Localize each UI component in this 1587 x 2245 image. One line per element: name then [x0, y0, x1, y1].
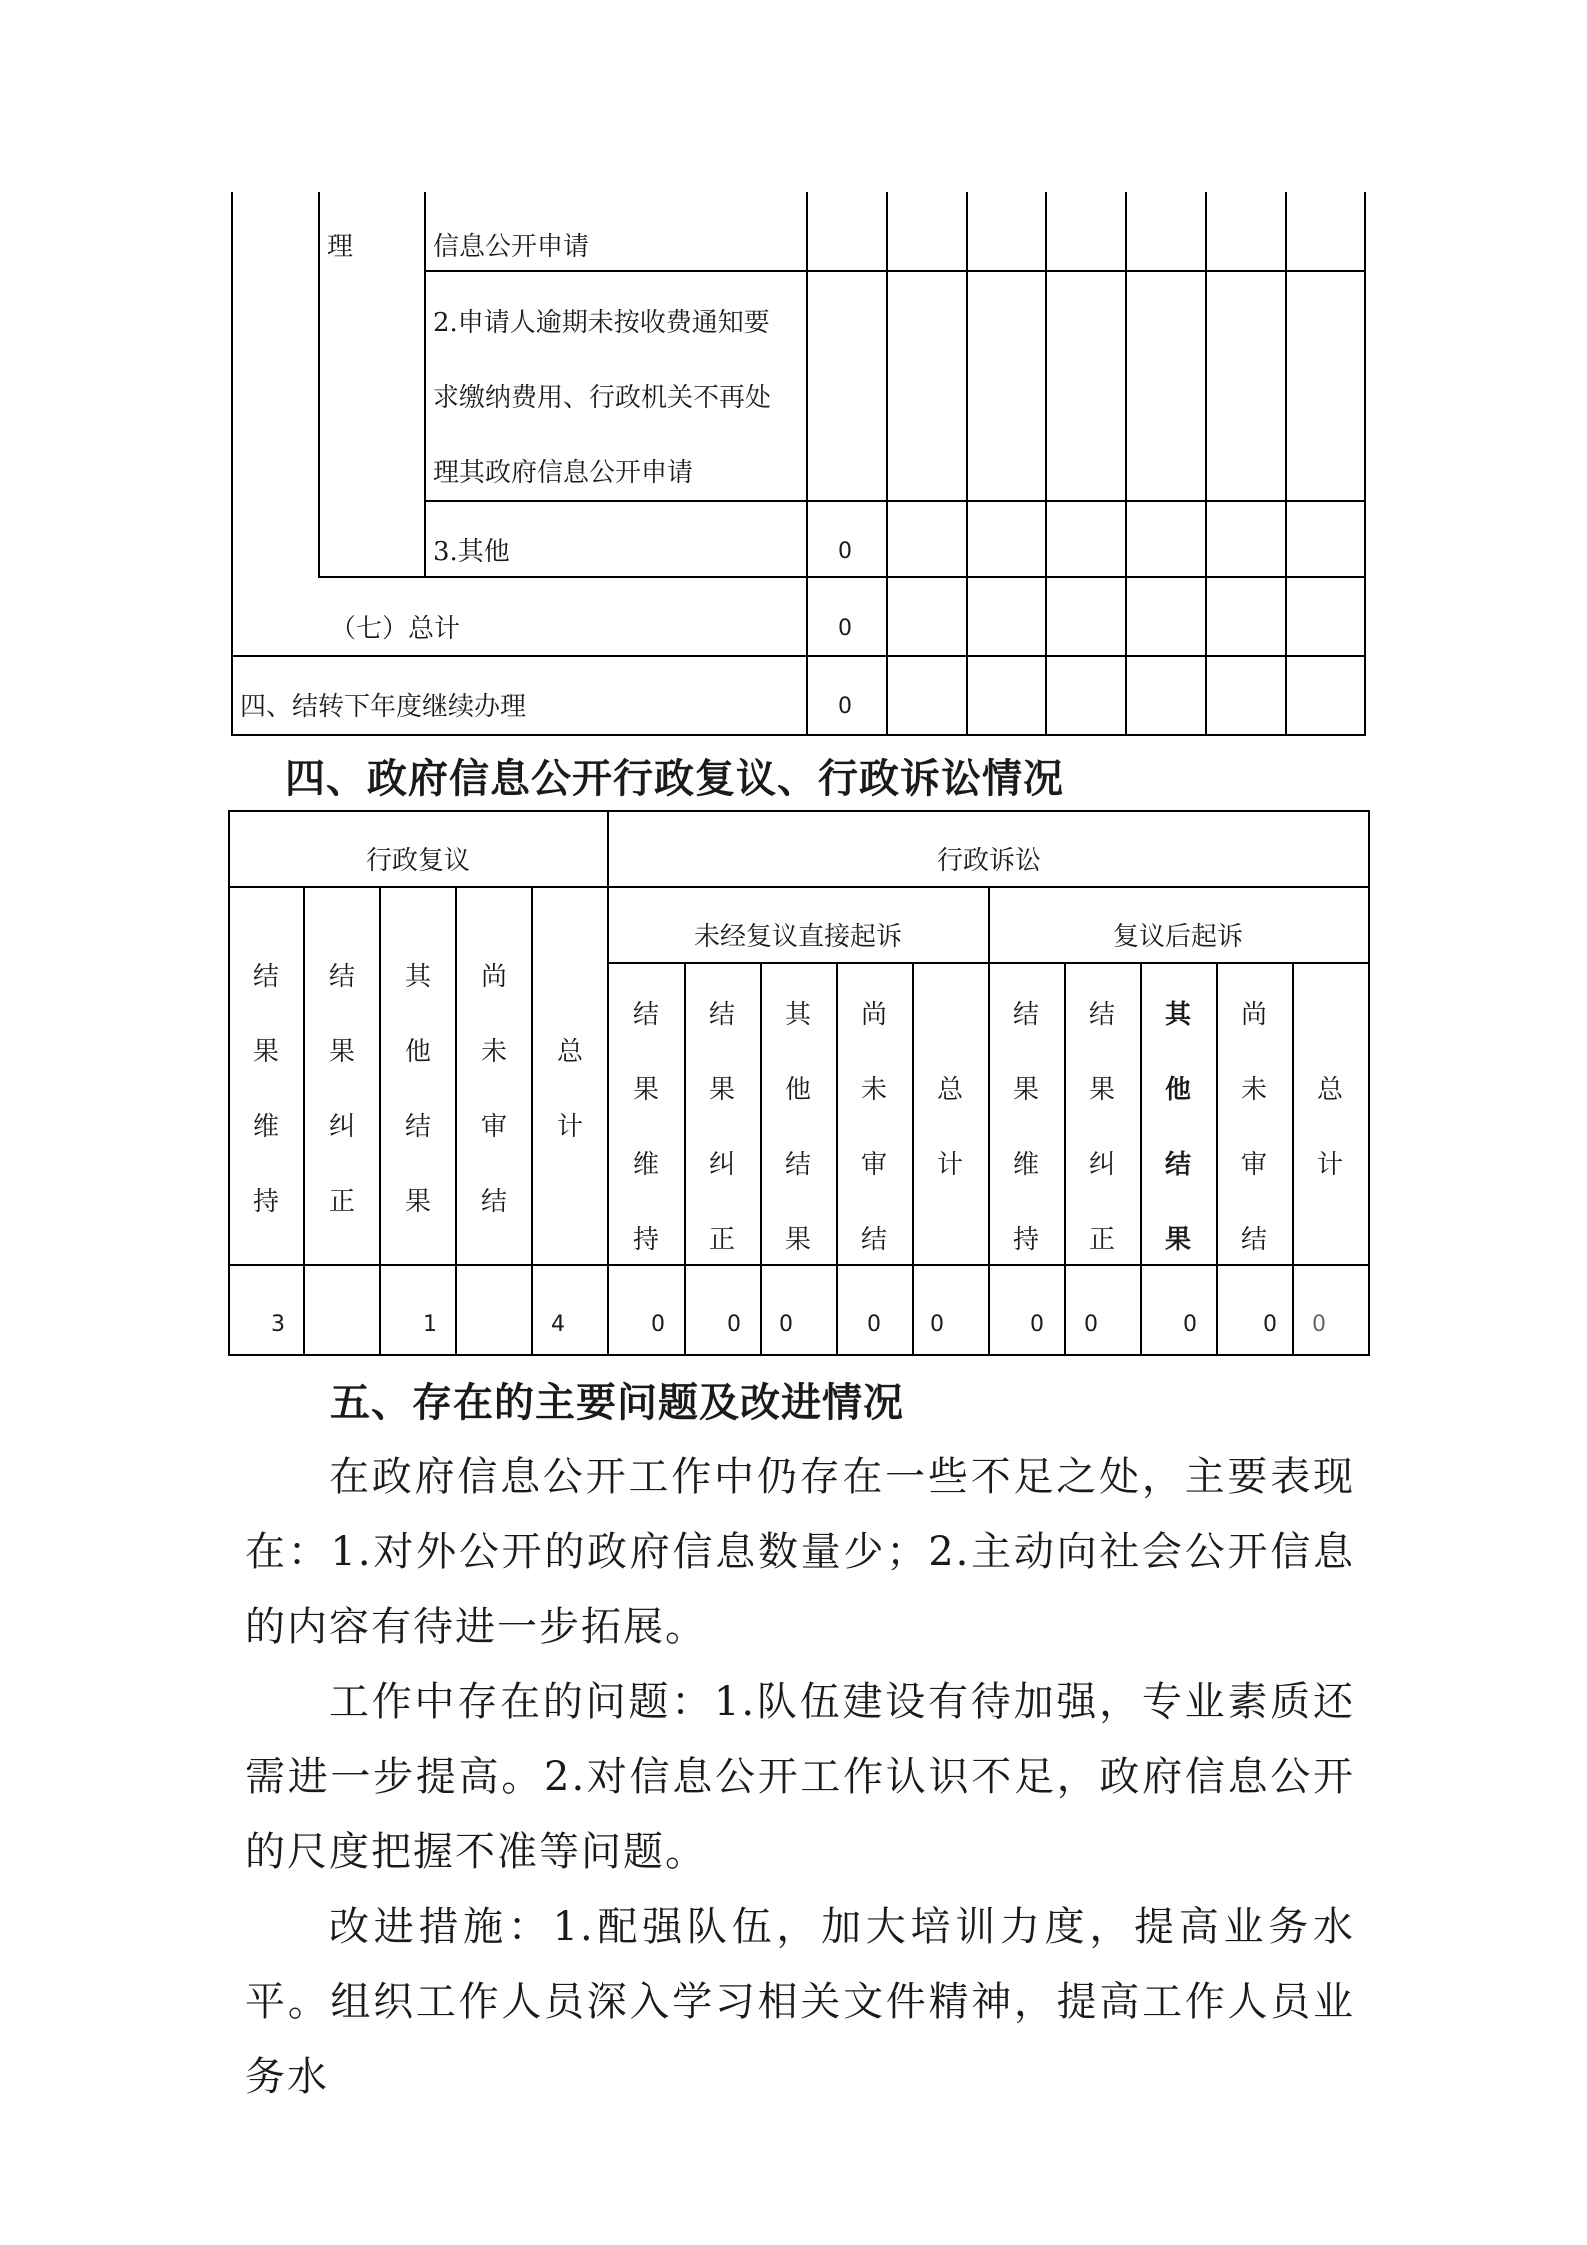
carryover-label: 四、结转下年度继续办理	[240, 692, 527, 722]
direct-col-total: 总计	[936, 1075, 963, 1180]
after-col-other: 其他结果	[1164, 1000, 1191, 1255]
direct-value-correct: 0	[727, 1312, 741, 1337]
paragraph-problems: 工作中存在的问题：1.队伍建设有待加强，专业素质还需进一步提高。2.对信息公开工作认识不足，政府信息公开的尺度把握不准等问题。	[245, 1679, 1355, 1875]
review-col-other: 其他结果	[404, 962, 431, 1217]
direct-value-maintain: 0	[651, 1312, 665, 1337]
section5-body	[245, 1440, 1355, 2115]
header-after-review-suit: 复议后起诉	[1112, 922, 1243, 952]
item1-text: 信息公开申请	[433, 232, 590, 262]
section5-heading: 五、存在的主要问题及改进情况	[330, 1379, 904, 1426]
item3-text: 3.其他	[433, 537, 510, 567]
review-col-maintain: 结果维持	[252, 962, 279, 1217]
after-value-pending: 0	[1263, 1312, 1277, 1337]
section4-heading: 四、政府信息公开行政复议、行政诉讼情况	[285, 755, 1064, 802]
direct-value-other: 0	[779, 1312, 793, 1337]
direct-value-pending: 0	[867, 1312, 881, 1337]
header-review: 行政复议	[365, 846, 470, 876]
direct-value-total: 0	[930, 1312, 944, 1337]
review-value-total: 4	[551, 1312, 565, 1337]
total-label: （七）总计	[330, 614, 461, 644]
review-col-total: 总计	[556, 1037, 583, 1142]
review-value-maintain: 3	[271, 1312, 285, 1337]
header-litigation: 行政诉讼	[936, 846, 1041, 876]
carryover-value: 0	[838, 694, 852, 719]
direct-col-correct: 结果纠正	[708, 1000, 735, 1255]
item2-line-3: 理其政府信息公开申请	[433, 458, 694, 488]
after-col-total: 总计	[1316, 1075, 1343, 1180]
header-direct-suit: 未经复议直接起诉	[693, 922, 902, 952]
paragraph-improvements: 改进措施：1.配强队伍，加大培训力度，提高业务水平。组织工作人员深入学习相关文件精神，提高工作人员业务水	[245, 1904, 1355, 2100]
item2-line-1: 2.申请人逾期未按收费通知要	[433, 308, 770, 338]
item3-value: 0	[838, 539, 852, 564]
item2-line-2: 求缴纳费用、行政机关不再处	[433, 383, 772, 413]
row-label-li: 理	[327, 232, 354, 262]
paragraph-shortcomings: 在政府信息公开工作中仍存在一些不足之处，主要表现在：1.对外公开的政府信息数量少；2.主动向社会公开信息的内容有待进一步拓展。	[245, 1454, 1355, 1650]
total-value: 0	[838, 616, 852, 641]
review-value-other: 1	[423, 1312, 437, 1337]
after-col-maintain: 结果维持	[1012, 1000, 1039, 1255]
after-col-correct: 结果纠正	[1088, 1000, 1115, 1255]
after-value-total: 0	[1312, 1312, 1326, 1337]
after-value-maintain: 0	[1030, 1312, 1044, 1337]
direct-col-other: 其他结果	[784, 1000, 811, 1255]
after-col-pending: 尚未审结	[1240, 1000, 1267, 1255]
review-col-pending: 尚未审结	[480, 962, 507, 1217]
after-value-other: 0	[1183, 1312, 1197, 1337]
direct-col-pending: 尚未审结	[860, 1000, 887, 1255]
direct-col-maintain: 结果维持	[632, 1000, 659, 1255]
review-col-correct: 结果纠正	[328, 962, 355, 1217]
after-value-correct: 0	[1084, 1312, 1098, 1337]
